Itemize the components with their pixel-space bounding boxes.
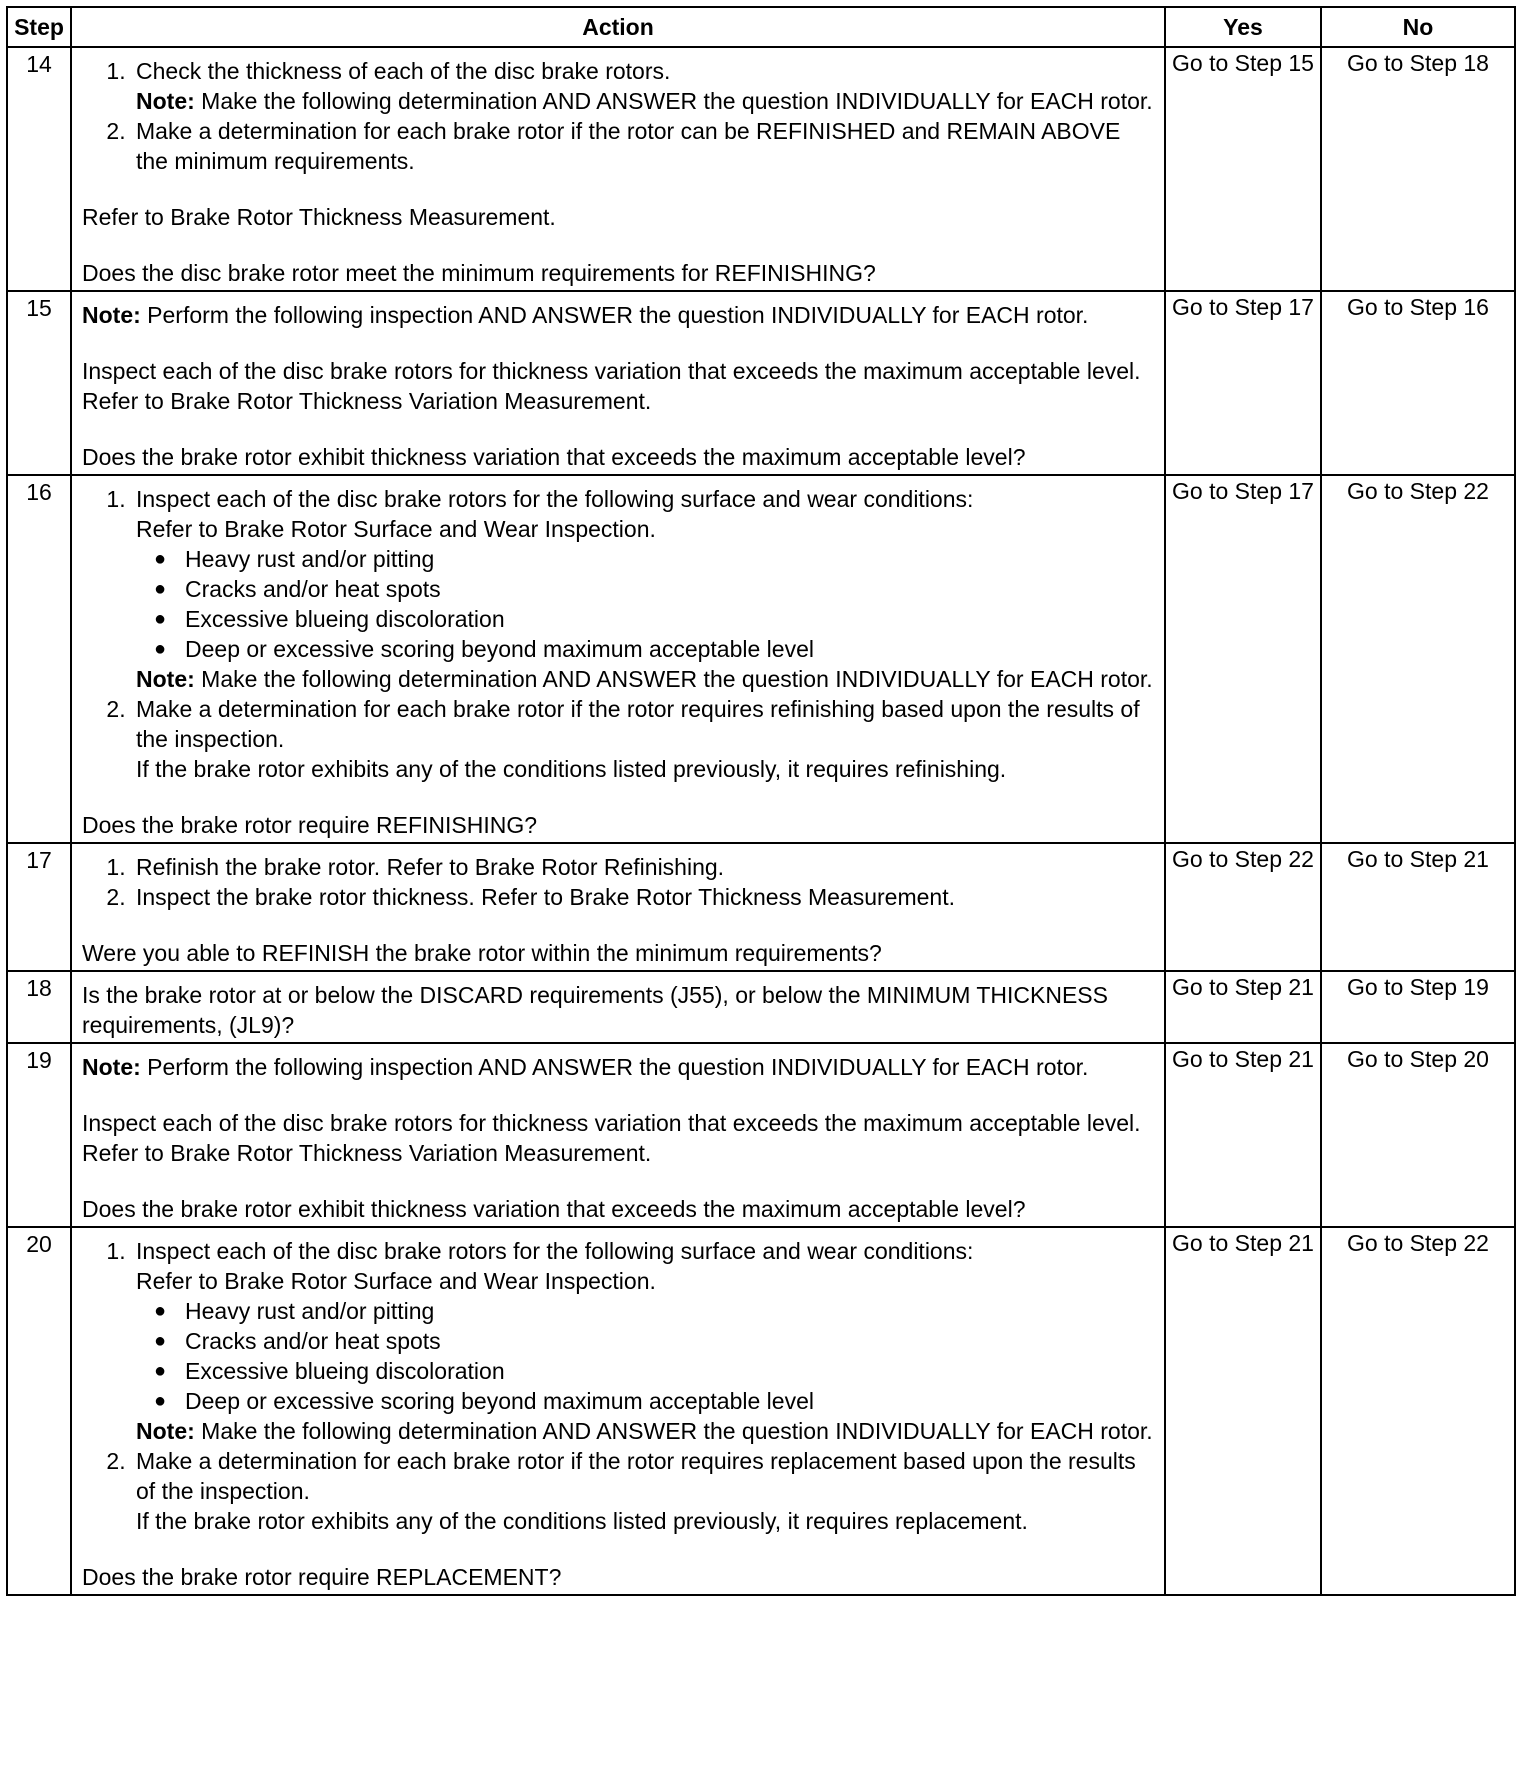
bullet-list <box>136 1296 1154 1416</box>
step-number: 16 <box>7 475 71 843</box>
table-row <box>7 971 1515 1043</box>
no-cell: Go to Step 22 <box>1321 1227 1515 1595</box>
reference-text: Refer to Brake Rotor Surface and Wear Inspection. <box>136 516 656 542</box>
numbered-list <box>82 56 1154 176</box>
list-item: 2. Inspect the brake rotor thickness. Refer to Brake Rotor Thickness Measurement. <box>132 882 1154 912</box>
note-text: Make the following determination AND ANSWER the question INDIVIDUALLY for EACH rotor. <box>194 1418 1153 1444</box>
note-text: Make the following determination AND ANSWER the question INDIVIDUALLY for EACH rotor. <box>194 88 1153 114</box>
note-text: Perform the following inspection AND ANSWER the question INDIVIDUALLY for EACH rotor. <box>140 302 1089 328</box>
step-number: 14 <box>7 47 71 291</box>
list-item <box>132 56 1154 116</box>
list-item: 1. Refinish the brake rotor. Refer to Brake Rotor Refinishing. <box>132 852 1154 882</box>
note-text: Perform the following inspection AND ANSWER the question INDIVIDUALLY for EACH rotor. <box>140 1054 1089 1080</box>
yes-cell: Go to Step 21 <box>1165 971 1321 1043</box>
list-item <box>132 484 1154 694</box>
no-cell: Go to Step 22 <box>1321 475 1515 843</box>
action-cell <box>71 47 1165 291</box>
instruction-text: Inspect each of the disc brake rotors for thickness variation that exceeds the maximum acceptable level. Refer to Brake Rotor Thickness Variation Measurement. <box>82 1110 1141 1166</box>
list-item <box>132 1446 1154 1536</box>
note-text: Make the following determination AND ANSWER the question INDIVIDUALLY for EACH rotor. <box>194 666 1153 692</box>
table-row <box>7 1227 1515 1595</box>
note-label: Note: <box>136 1418 195 1444</box>
diagnostic-table <box>6 6 1516 1596</box>
instruction-text: Inspect each of the disc brake rotors for thickness variation that exceeds the maximum acceptable level. Refer to Brake Rotor Thickness Variation Measurement. <box>82 358 1141 414</box>
no-cell: Go to Step 18 <box>1321 47 1515 291</box>
action-cell <box>71 475 1165 843</box>
yes-cell: Go to Step 21 <box>1165 1043 1321 1227</box>
instruction-text: 1. Inspect each of the disc brake rotors for the following surface and wear conditions: <box>136 486 974 512</box>
bullet-item: ● Heavy rust and/or pitting <box>184 544 1154 574</box>
table-row <box>7 47 1515 291</box>
yes-cell: Go to Step 17 <box>1165 475 1321 843</box>
header-step: Step <box>7 7 71 47</box>
step-number: 19 <box>7 1043 71 1227</box>
bullet-item: ● Cracks and/or heat spots <box>184 574 1154 604</box>
reference-text: Refer to Brake Rotor Thickness Measurement. <box>82 204 556 230</box>
header-action: Action <box>71 7 1165 47</box>
numbered-list <box>82 1236 1154 1536</box>
numbered-list <box>82 852 1154 912</box>
table-header-row <box>7 7 1515 47</box>
yes-cell: Go to Step 21 <box>1165 1227 1321 1595</box>
no-cell: Go to Step 19 <box>1321 971 1515 1043</box>
question-text: Were you able to REFINISH the brake rotor within the minimum requirements? <box>82 940 882 966</box>
question-text: Does the brake rotor exhibit thickness variation that exceeds the maximum acceptable level? <box>82 444 1026 470</box>
table-row <box>7 291 1515 475</box>
yes-cell: Go to Step 22 <box>1165 843 1321 971</box>
note-label: Note: <box>82 302 141 328</box>
bullet-list <box>136 544 1154 664</box>
question-text: Does the brake rotor require REFINISHING? <box>82 812 538 838</box>
bullet-item: ● Deep or excessive scoring beyond maximum acceptable level <box>184 1386 1154 1416</box>
note <box>136 86 1154 116</box>
no-cell: Go to Step 16 <box>1321 291 1515 475</box>
note <box>82 300 1154 330</box>
reference-text: Refer to Brake Rotor Surface and Wear Inspection. <box>136 1268 656 1294</box>
table-row <box>7 1043 1515 1227</box>
note <box>82 1052 1154 1082</box>
action-cell <box>71 1227 1165 1595</box>
step-number: 17 <box>7 843 71 971</box>
yes-cell: Go to Step 17 <box>1165 291 1321 475</box>
bullet-item: ● Excessive blueing discoloration <box>184 604 1154 634</box>
header-yes: Yes <box>1165 7 1321 47</box>
question-text: Is the brake rotor at or below the DISCARD requirements (J55), or below the MINIMUM THICKNESS requirements, (JL9)? <box>82 982 1108 1038</box>
step-number: 20 <box>7 1227 71 1595</box>
instruction-text: 1. Inspect each of the disc brake rotors for the following surface and wear conditions: <box>136 1238 974 1264</box>
table-row <box>7 843 1515 971</box>
list-item <box>132 116 1154 176</box>
note-label: Note: <box>136 666 195 692</box>
instruction-text: 2. Make a determination for each brake rotor if the rotor requires refinishing based upon the results of the inspection. <box>136 696 1140 752</box>
bullet-item: ● Deep or excessive scoring beyond maximum acceptable level <box>184 634 1154 664</box>
instruction-text: 2. Make a determination for each brake rotor if the rotor requires replacement based upon the results of the inspection. <box>136 1448 1136 1504</box>
instruction-text: 1. Check the thickness of each of the disc brake rotors. <box>136 58 671 84</box>
table-row <box>7 475 1515 843</box>
note-label: Note: <box>82 1054 141 1080</box>
note-label: Note: <box>136 88 195 114</box>
bullet-item: ● Cracks and/or heat spots <box>184 1326 1154 1356</box>
step-number: 18 <box>7 971 71 1043</box>
numbered-list <box>82 484 1154 784</box>
note <box>136 1416 1154 1446</box>
question-text: Does the disc brake rotor meet the minimum requirements for REFINISHING? <box>82 260 876 286</box>
note <box>136 664 1154 694</box>
action-cell <box>71 291 1165 475</box>
no-cell: Go to Step 20 <box>1321 1043 1515 1227</box>
question-text: Does the brake rotor exhibit thickness variation that exceeds the maximum acceptable level? <box>82 1196 1026 1222</box>
instruction-text: 2. Make a determination for each brake rotor if the rotor can be REFINISHED and REMAIN ABOVE the minimum requirements. <box>136 118 1121 174</box>
bullet-item: ● Heavy rust and/or pitting <box>184 1296 1154 1326</box>
question-text: Does the brake rotor require REPLACEMENT? <box>82 1564 562 1590</box>
no-cell: Go to Step 21 <box>1321 843 1515 971</box>
instruction-text: If the brake rotor exhibits any of the conditions listed previously, it requires refinishing. <box>136 756 1007 782</box>
list-item <box>132 694 1154 784</box>
yes-cell: Go to Step 15 <box>1165 47 1321 291</box>
list-item <box>132 1236 1154 1446</box>
action-cell <box>71 1043 1165 1227</box>
bullet-item: ● Excessive blueing discoloration <box>184 1356 1154 1386</box>
instruction-text: If the brake rotor exhibits any of the conditions listed previously, it requires replacement. <box>136 1508 1028 1534</box>
action-cell <box>71 971 1165 1043</box>
step-number: 15 <box>7 291 71 475</box>
action-cell <box>71 843 1165 971</box>
header-no: No <box>1321 7 1515 47</box>
